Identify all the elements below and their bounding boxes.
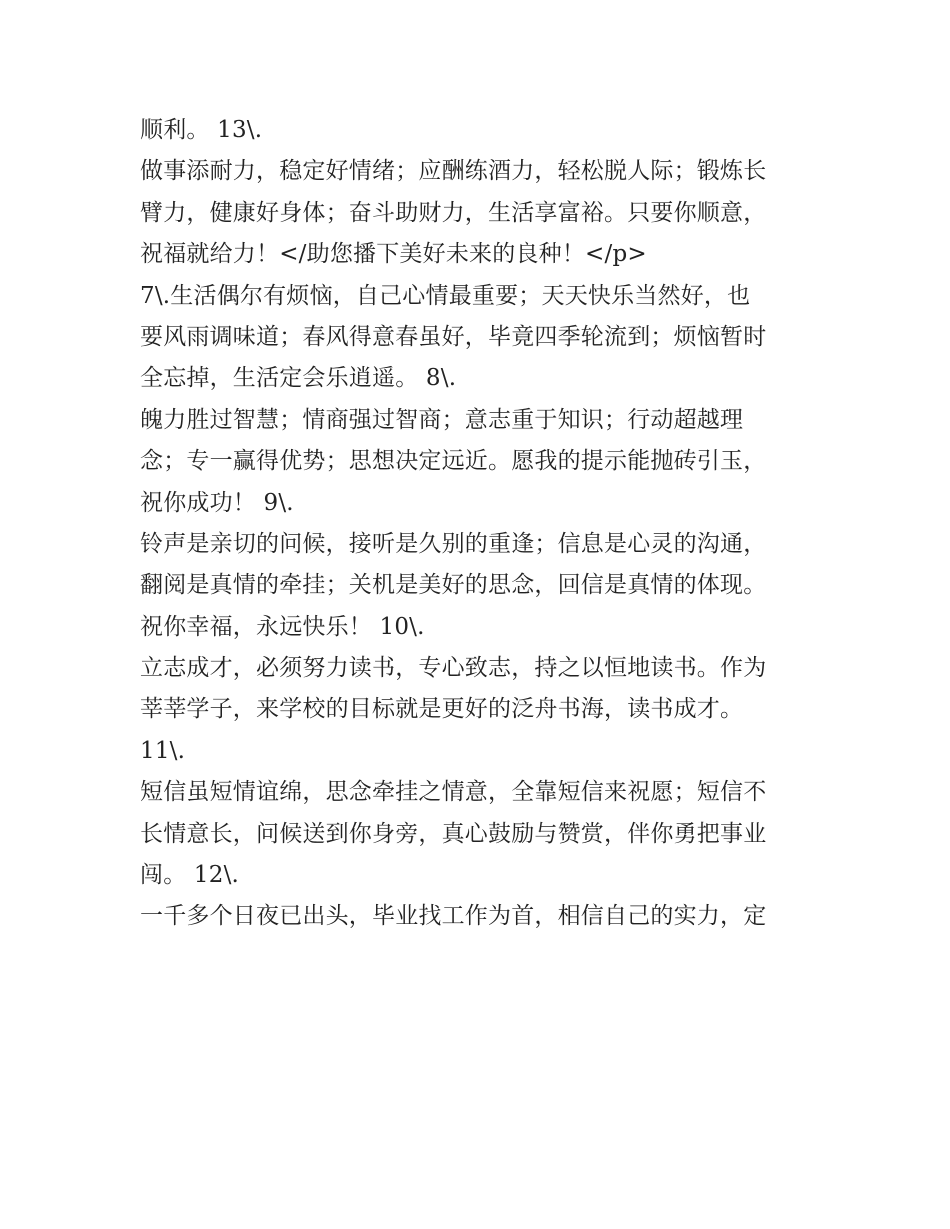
text-line: 祝你幸福，永远快乐！ 10\. [140, 613, 425, 640]
text-line: 立志成才，必须努力读书，专心致志，持之以恒地读书。作为 [140, 655, 767, 682]
text-line: 铃声是亲切的问候，接听是久别的重逢；信息是心灵的沟通， [140, 530, 767, 557]
text-line: 顺利。 13\. [140, 117, 263, 143]
text-line: 臂力，健康好身体；奋斗助财力，生活享富裕。只要你顺意， [140, 199, 767, 226]
text-line: 要风雨调味道；春风得意春虽好，毕竟四季轮流到；烦恼暂时 [140, 323, 767, 350]
text-line: 莘莘学子，来学校的目标就是更好的泛舟书海，读书成才。 [140, 696, 744, 723]
text-line: 翻阅是真情的牵挂；关机是美好的思念，回信是真情的体现。 [140, 572, 767, 599]
text-line: 短信虽短情谊绵，思念牵挂之情意，全靠短信来祝愿；短信不 [140, 779, 767, 806]
text-line: 念；专一赢得优势；思想决定远近。愿我的提示能抛砖引玉， [140, 448, 767, 475]
document-body [140, 110, 820, 938]
text-line: 魄力胜过智慧；情商强过智商；意志重于知识；行动超越理 [140, 406, 744, 433]
text-line: 祝福就给力！</助您播下美好未来的良种！</p> [140, 241, 647, 268]
text-line: 做事添耐力，稳定好情绪；应酬练酒力，轻松脱人际；锻炼长 [140, 158, 767, 185]
text-line: 祝你成功！ 9\. [140, 489, 294, 516]
text-line: 11\. [140, 737, 186, 764]
text-line: 全忘掉，生活定会乐逍遥。 8\. [140, 365, 457, 392]
text-line: 7\.生活偶尔有烦恼，自己心情最重要；天天快乐当然好，也 [140, 282, 751, 309]
text-line: 长情意长，问候送到你身旁，真心鼓励与赞赏，伴你勇把事业 [140, 820, 767, 847]
text-line: 闯。 12\. [140, 862, 240, 889]
text-line: 一千多个日夜已出头，毕业找工作为首，相信自己的实力，定 [140, 903, 767, 930]
